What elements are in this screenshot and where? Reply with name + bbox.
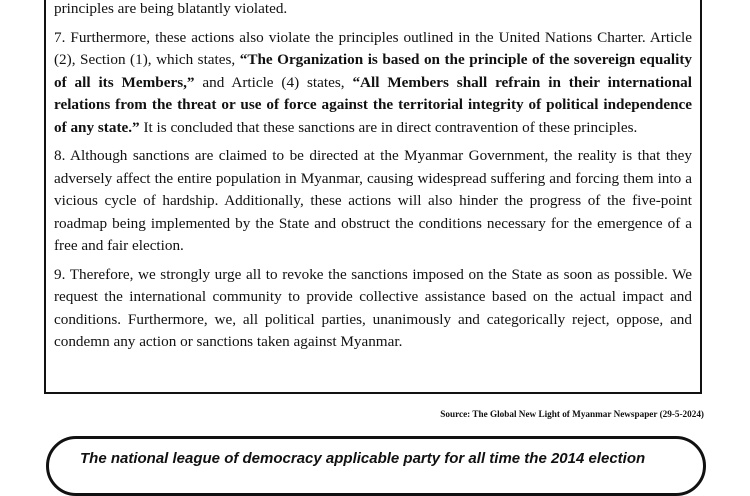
paragraph-6-tail — [54, 0, 692, 21]
p7-quote-1: “The Organization is based on the principle of the sovereign equality of all its Members,” — [54, 51, 692, 91]
p8-text: 8. Although sanctions are claimed to be directed at the Myanmar Government, the reality is that they adversely affect the entire population in Myanmar, causing widespread suffering and forcing them into a vicious cycle of hardship. Additionally, these actions will also hinder the progress of the five-point roadmap being implemented by the State and obstruct the conditions necessary for the emergence of a free and fair election. — [54, 147, 692, 254]
paragraph-8 — [54, 145, 692, 258]
next-article-partial-text: The national league of democracy applicable party for all time the 2014 election — [80, 450, 646, 467]
statement-box — [44, 0, 702, 394]
p7-text-2: and Article (4) states, — [194, 73, 353, 91]
paragraph-9 — [54, 264, 692, 354]
p7-quote-2: “All Members shall refrain in their international relations from the threat or use of force against the territorial integrity of political independence of any state.” — [54, 73, 692, 136]
p6-text: principles are being blatantly violated. — [54, 0, 288, 17]
source-credit: Source: The Global New Light of Myanmar Newspaper (29-5-2024) — [440, 409, 704, 419]
p7-text-1: 7. Furthermore, these actions also violate the principles outlined in the United Nations Charter. Article (2), Section (1), which states, — [54, 28, 692, 68]
p7-text-3: It is concluded that these sanctions are in direct contravention of these principles. — [139, 118, 638, 136]
paragraph-7 — [54, 27, 692, 140]
p9-text: 9. Therefore, we strongly urge all to revoke the sanctions imposed on the State as soon as possible. We request the international community to provide collective assistance based on the actual impact and conditions. Furthermore, we, all political parties, unanimously and categorically reject, oppose, and condemn any action or sanctions taken against Myanmar. — [54, 265, 692, 350]
